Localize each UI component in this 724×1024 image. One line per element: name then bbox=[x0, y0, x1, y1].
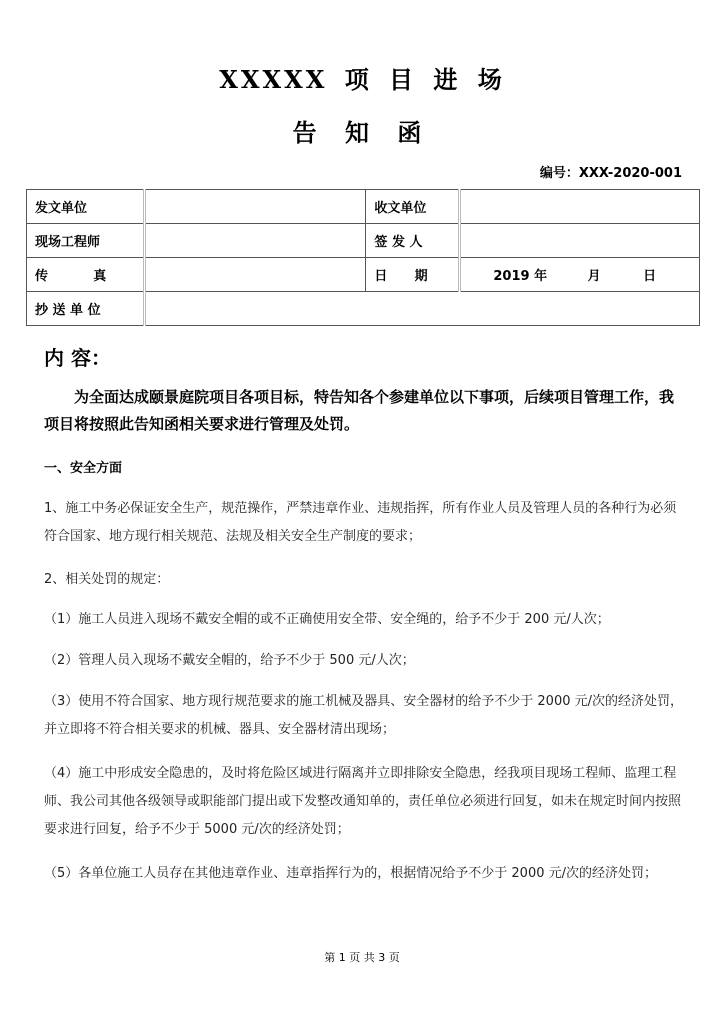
paragraph-4: （2）管理人员入现场不戴安全帽的，给予不少于 500 元/人次； bbox=[44, 653, 415, 668]
label-fax: 传 真 bbox=[27, 258, 145, 292]
issuer-value[interactable] bbox=[460, 224, 700, 258]
lead-paragraph: 为全面达成颐景庭院项目各项目标，特告知各个参建单位以下事项，后续项目管理工作，我项目将按照此告知函相关要求进行管理及处罚。 bbox=[44, 388, 675, 433]
paragraph-6: （4）施工中形成安全隐患的，及时将危险区域进行隔离并立即排除安全隐患，经我项目现场工程师、监理工程师、我公司其他各级领导或职能部门提出或下发整改通知单的，责任单位必须进行回复，如未在规定时间内按照要求进行回复，给予不少于 5000 元/次的经济处罚； bbox=[44, 766, 682, 837]
label-cc: 抄 送 单 位 bbox=[27, 292, 145, 326]
doc-number: 编号：XXX-2020-001 bbox=[539, 166, 682, 181]
doc-title-line1: XXXXX 项 目 进 场 bbox=[219, 65, 505, 94]
section-heading: 一、安全方面 bbox=[44, 461, 123, 476]
page-footer: 第 1 页 共 3 页 bbox=[324, 951, 400, 964]
content-heading: 内 容： bbox=[44, 346, 111, 370]
paragraph-3: （1）施工人员进入现场不戴安全帽的或不正确使用安全带、安全绳的，给予不少于 200 元/人次； bbox=[44, 612, 610, 627]
fax-value[interactable] bbox=[144, 258, 366, 292]
label-date: 日 期 bbox=[366, 258, 460, 292]
table-row bbox=[27, 292, 700, 326]
paragraph-5: （3）使用不符合国家、地方现行规范要求的施工机械及器具、安全器材的给予不少于 2000 元/次的经济处罚，并立即将不符合相关要求的机械、器具、安全器材清出现场； bbox=[44, 694, 684, 737]
label-site-engineer: 现场工程师 bbox=[27, 224, 145, 258]
date-value[interactable] bbox=[460, 258, 700, 292]
label-issuer: 签 发 人 bbox=[366, 224, 460, 258]
doc-title-line2: 告 知 函 bbox=[292, 118, 432, 147]
table-row bbox=[27, 224, 700, 258]
table-row bbox=[27, 258, 700, 292]
paragraph-1: 1、施工中务必保证安全生产，规范操作，严禁违章作业、违规指挥，所有作业人员及管理人员的各种行为必须符合国家、地方现行相关规范、法规及相关安全生产制度的要求； bbox=[44, 501, 677, 544]
receiver-value[interactable] bbox=[460, 190, 700, 224]
paragraph-2: 2、相关处罚的规定： bbox=[44, 572, 170, 587]
paragraph-7: （5）各单位施工人员存在其他违章作业、违章指挥行为的，根据情况给予不少于 2000 元/次的经济处罚； bbox=[44, 866, 658, 881]
date-year: 2019 年 bbox=[493, 269, 548, 284]
date-day: 日 bbox=[643, 269, 657, 284]
site-engineer-value[interactable] bbox=[144, 224, 366, 258]
label-sender: 发文单位 bbox=[27, 190, 145, 224]
label-receiver: 收文单位 bbox=[366, 190, 460, 224]
info-table bbox=[26, 189, 700, 326]
table-row bbox=[27, 190, 700, 224]
date-month: 月 bbox=[587, 269, 601, 284]
sender-value[interactable] bbox=[144, 190, 366, 224]
cc-value[interactable] bbox=[144, 292, 699, 326]
